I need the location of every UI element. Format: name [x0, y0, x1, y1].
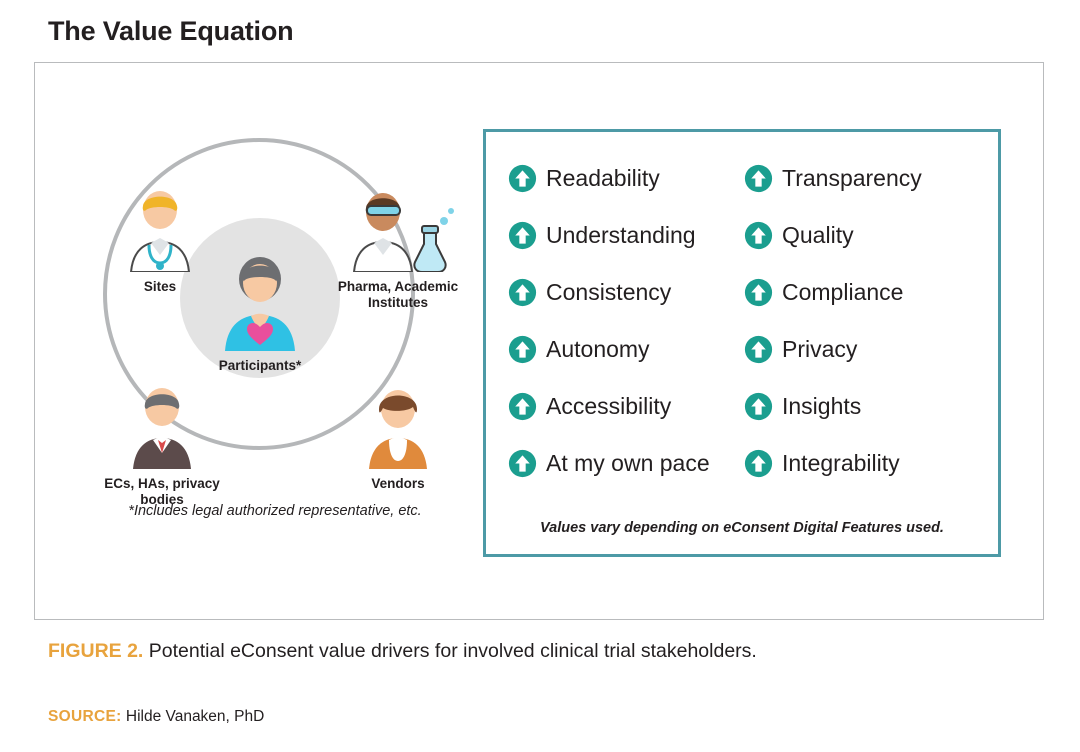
- stakeholder-label: Sites: [143, 279, 177, 294]
- value-label: Compliance: [782, 279, 904, 305]
- value-item: [744, 435, 980, 492]
- up-arrow-circle-icon: [508, 449, 537, 478]
- scientist-avatar-icon: [323, 188, 473, 272]
- values-note: Values vary depending on eConsent Digital Features used.: [540, 520, 944, 536]
- values-grid: [508, 150, 980, 492]
- stakeholder-vendors: [343, 383, 453, 492]
- value-label: Accessibility: [546, 393, 672, 419]
- value-item: [508, 150, 744, 207]
- figure-frame: [34, 62, 1044, 620]
- figure-caption-text: Potential eConsent value drivers for involved clinical trial stakeholders.: [143, 640, 757, 662]
- up-arrow-circle-icon: [744, 335, 773, 364]
- up-arrow-circle-icon: [744, 164, 773, 193]
- stakeholder-sites: [105, 188, 215, 295]
- value-label: Quality: [782, 222, 854, 248]
- page-title: The Value Equation: [48, 16, 294, 46]
- value-label: Understanding: [546, 222, 696, 248]
- values-column-right: [744, 150, 980, 492]
- value-label: Privacy: [782, 336, 858, 362]
- vendor-avatar-icon: [343, 383, 453, 469]
- source-text: Hilde Vanaken, PhD: [121, 708, 265, 725]
- value-item: [744, 378, 980, 435]
- figure-number-label: FIGURE 2.: [48, 640, 144, 662]
- value-item: [508, 321, 744, 378]
- value-label: Readability: [546, 165, 660, 191]
- participant-avatar-icon: [205, 253, 315, 351]
- figure-caption: [48, 640, 1028, 663]
- stakeholder-label: Vendors: [371, 476, 425, 491]
- figure-source: [48, 708, 264, 726]
- up-arrow-circle-icon: [744, 278, 773, 307]
- up-arrow-circle-icon: [508, 335, 537, 364]
- values-column-left: [508, 150, 744, 492]
- up-arrow-circle-icon: [508, 278, 537, 307]
- up-arrow-circle-icon: [744, 392, 773, 421]
- diagram-footnote: *Includes legal authorized representative, etc.: [128, 503, 422, 519]
- up-arrow-circle-icon: [508, 164, 537, 193]
- values-panel: [483, 129, 1001, 557]
- value-label: Insights: [782, 393, 862, 419]
- up-arrow-circle-icon: [744, 449, 773, 478]
- value-label: Integrability: [782, 450, 900, 476]
- stakeholder-label: ECs, HAs, privacy bodies: [104, 476, 220, 507]
- value-label: Autonomy: [546, 336, 650, 362]
- stakeholder-pharma: [323, 188, 473, 310]
- stakeholder-label: Participants*: [218, 358, 302, 373]
- doctor-avatar-icon: [105, 188, 215, 272]
- up-arrow-circle-icon: [508, 392, 537, 421]
- value-item: [508, 435, 744, 492]
- value-item: [744, 264, 980, 321]
- source-label: SOURCE:: [48, 708, 122, 725]
- value-item: [508, 207, 744, 264]
- value-item: [508, 378, 744, 435]
- value-label: Transparency: [782, 165, 922, 191]
- up-arrow-circle-icon: [508, 221, 537, 250]
- value-label: Consistency: [546, 279, 672, 305]
- up-arrow-circle-icon: [744, 221, 773, 250]
- value-item: [744, 207, 980, 264]
- regulator-avatar-icon: [97, 383, 227, 469]
- value-label: At my own pace: [546, 450, 710, 476]
- value-item: [508, 264, 744, 321]
- stakeholder-participants: [205, 253, 315, 374]
- stakeholder-ecs: [97, 383, 227, 507]
- value-item: [744, 150, 980, 207]
- stakeholder-label: Pharma, Academic Institutes: [337, 279, 459, 310]
- value-item: [744, 321, 980, 378]
